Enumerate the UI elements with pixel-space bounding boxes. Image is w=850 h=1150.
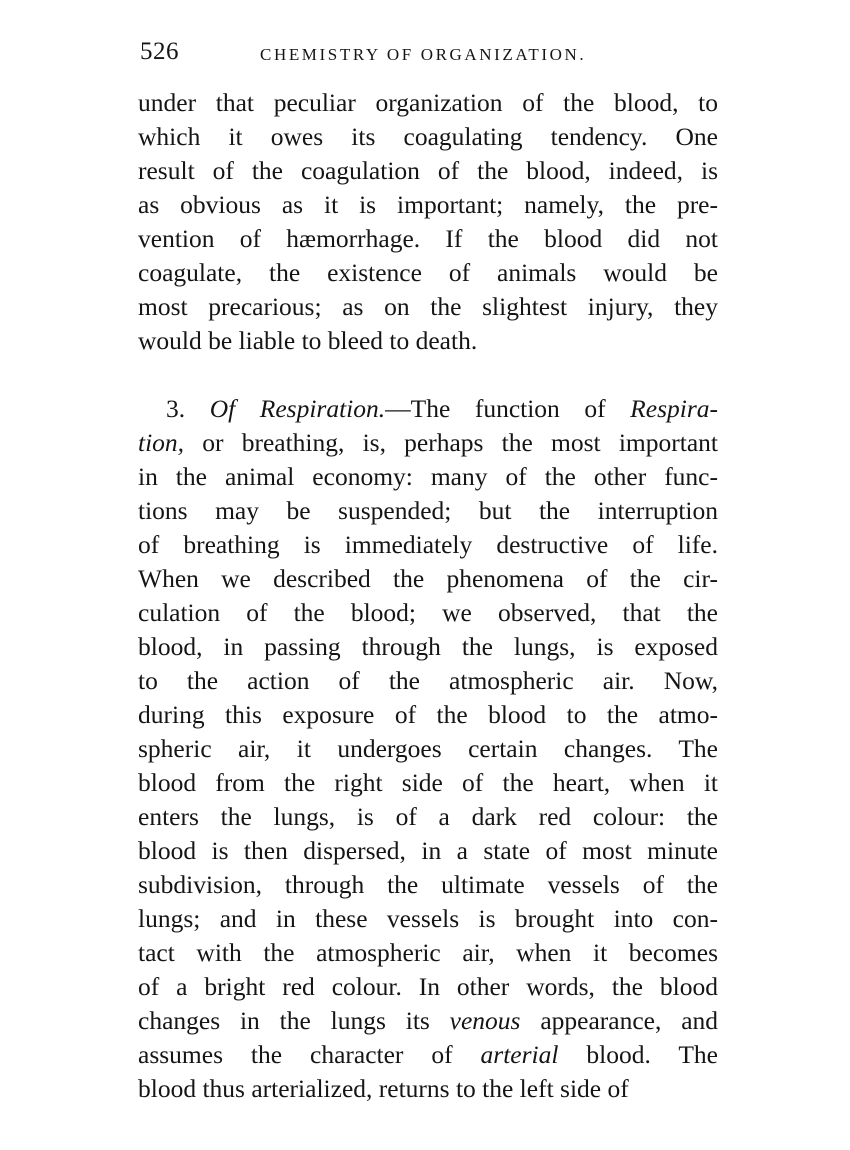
text-segment: appearance, and bbox=[520, 1006, 719, 1035]
text-segment: blood from the right side of the heart, when it bbox=[138, 768, 718, 797]
text-line bbox=[138, 528, 718, 562]
text-line bbox=[138, 1072, 718, 1106]
text-line bbox=[138, 970, 718, 1004]
text-segment: or breathing, is, perhaps the most important bbox=[184, 428, 718, 457]
text-line bbox=[138, 120, 718, 154]
text-line bbox=[138, 1038, 718, 1072]
text-line bbox=[138, 324, 718, 358]
text-line bbox=[138, 222, 718, 256]
text-line bbox=[138, 460, 718, 494]
text-line bbox=[138, 494, 718, 528]
text-line bbox=[138, 800, 718, 834]
text-segment: as obvious as it is important; namely, the pre- bbox=[138, 190, 718, 219]
text-line bbox=[138, 562, 718, 596]
text-segment: culation of the blood; we observed, that the bbox=[138, 598, 718, 627]
text-segment: would be liable to bleed to death. bbox=[138, 326, 478, 355]
text-segment: to the action of the atmospheric air. Now, bbox=[138, 666, 718, 695]
text-line bbox=[138, 290, 718, 324]
text-segment: tions may be suspended; but the interruption bbox=[138, 496, 718, 525]
text-line bbox=[138, 256, 718, 290]
italic-text: Respira- bbox=[630, 394, 718, 423]
italic-text: venous bbox=[449, 1006, 521, 1035]
text-line bbox=[138, 1004, 718, 1038]
text-line bbox=[138, 732, 718, 766]
text-line bbox=[138, 154, 718, 188]
text-segment: under that peculiar organization of the blood, to bbox=[138, 88, 718, 117]
text-line bbox=[138, 834, 718, 868]
text-segment: in the animal economy: many of the other func- bbox=[138, 462, 718, 491]
text-segment: lungs; and in these vessels is brought into con- bbox=[138, 904, 718, 933]
text-segment: of breathing is immediately destructive of life. bbox=[138, 530, 718, 559]
text-segment: vention of hæmorrhage. If the blood did not bbox=[138, 224, 718, 253]
text-line bbox=[138, 766, 718, 800]
text-line bbox=[138, 936, 718, 970]
text-line bbox=[138, 868, 718, 902]
italic-text: tion, bbox=[138, 428, 185, 457]
text-segment: blood, in passing through the lungs, is exposed bbox=[138, 632, 718, 661]
text-segment: changes in the lungs its bbox=[138, 1006, 450, 1035]
text-segment: When we described the phenomena of the cir- bbox=[138, 564, 718, 593]
text-segment: enters the lungs, is of a dark red colour: the bbox=[138, 802, 718, 831]
text-line bbox=[138, 426, 718, 460]
text-line bbox=[138, 902, 718, 936]
text-segment: coagulate, the existence of animals would be bbox=[138, 258, 718, 287]
text-segment: tact with the atmospheric air, when it becomes bbox=[138, 938, 718, 967]
text-segment: 3. bbox=[166, 394, 210, 423]
text-segment: blood thus arterialized, returns to the left side of bbox=[138, 1074, 629, 1103]
italic-text: Of Respiration. bbox=[209, 394, 386, 423]
text-segment: which it owes its coagulating tendency. One bbox=[138, 122, 718, 151]
text-segment: blood is then dispersed, in a state of most minute bbox=[138, 836, 718, 865]
text-line bbox=[138, 664, 718, 698]
italic-text: arterial bbox=[480, 1040, 559, 1069]
text-segment: subdivision, through the ultimate vessels of the bbox=[138, 870, 718, 899]
text-line bbox=[138, 596, 718, 630]
text-segment: most precarious; as on the slightest injury, they bbox=[138, 292, 718, 321]
page-number: 526 bbox=[140, 38, 179, 65]
running-head bbox=[140, 38, 720, 78]
body-text bbox=[138, 86, 718, 1106]
running-title: CHEMISTRY OF ORGANIZATION. bbox=[260, 45, 587, 64]
text-segment: during this exposure of the blood to the atmo- bbox=[138, 700, 718, 729]
text-segment: assumes the character of bbox=[138, 1040, 481, 1069]
text-segment: result of the coagulation of the blood, indeed, is bbox=[138, 156, 718, 185]
text-line bbox=[138, 392, 718, 426]
text-segment: spheric air, it undergoes certain changes. The bbox=[138, 734, 718, 763]
text-line bbox=[138, 86, 718, 120]
text-segment: of a bright red colour. In other words, the blood bbox=[138, 972, 718, 1001]
text-segment: blood. The bbox=[558, 1040, 718, 1069]
text-line bbox=[138, 188, 718, 222]
text-segment: —The function of bbox=[385, 394, 631, 423]
text-line bbox=[138, 698, 718, 732]
paragraph-gap bbox=[138, 358, 718, 392]
text-line bbox=[138, 630, 718, 664]
